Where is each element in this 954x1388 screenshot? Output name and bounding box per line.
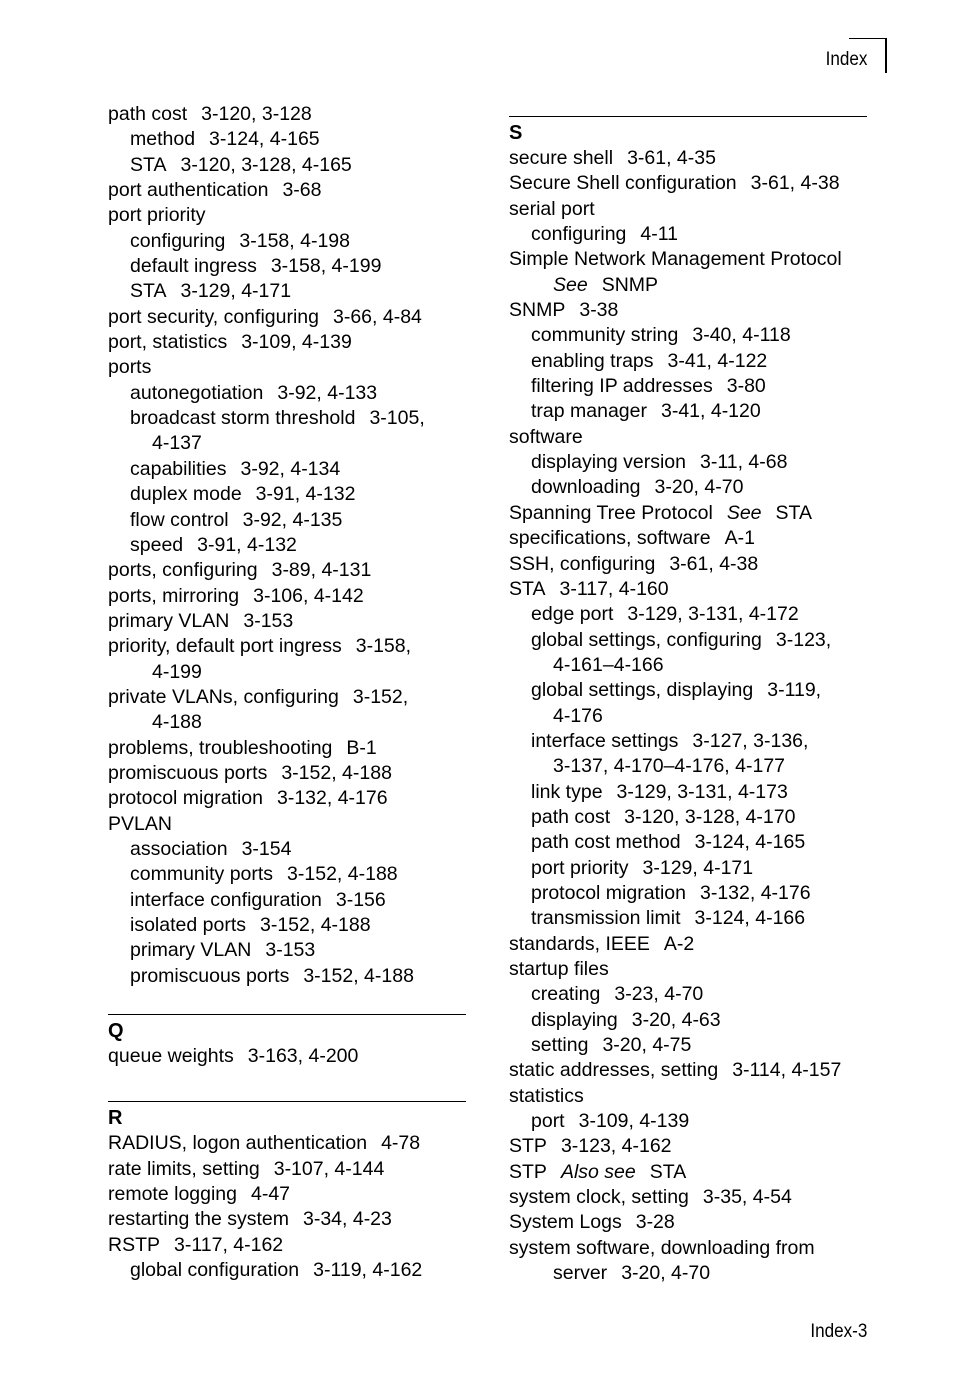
index-entry [509, 323, 867, 348]
index-entry [509, 906, 867, 931]
page-references: 3-35, 4-54 [702, 1186, 792, 1209]
page-references: 3-66, 4-84 [333, 305, 422, 328]
index-term: system clock, setting [509, 1186, 689, 1209]
index-term: statistics [509, 1084, 584, 1107]
index-term: private VLANs, configuring [108, 685, 339, 708]
index-entry [509, 501, 867, 526]
page-references: 3-129, 4-171 [642, 856, 754, 879]
index-term: PVLAN [108, 812, 172, 835]
index-entry [509, 1109, 867, 1134]
section-letter-r: R [108, 1107, 123, 1130]
index-entry [509, 146, 867, 171]
index-term: isolated ports [130, 914, 246, 936]
index-term: edge port [531, 603, 614, 626]
page-references: 3-158, 4-198 [239, 229, 350, 252]
index-entry [108, 1233, 466, 1258]
index-term: startup files [509, 958, 609, 980]
index-entry [509, 577, 867, 602]
page-references: 3-153 [243, 609, 294, 632]
index-entry [509, 171, 867, 196]
index-entry [108, 1157, 466, 1182]
index-entry [108, 1044, 466, 1069]
page-references: 3-61, 4-38 [750, 172, 840, 195]
page-references: 3-119, [767, 679, 822, 702]
index-term: association [130, 837, 228, 860]
index-term: restarting the system [108, 1208, 289, 1231]
index-entry [509, 653, 867, 678]
index-entry [509, 957, 867, 982]
page-references: 3-40, 4-118 [692, 324, 791, 347]
index-term: global settings, configuring [531, 628, 762, 651]
index-term: problems, troubleshooting [108, 736, 333, 759]
index-entry [509, 450, 867, 475]
index-entry [509, 754, 867, 779]
page-references: 3-123, 4-162 [560, 1135, 672, 1158]
index-term: RSTP [108, 1233, 161, 1256]
index-entry [108, 355, 466, 380]
section-letter-s: S [509, 122, 523, 144]
index-entry [108, 254, 466, 279]
page-references: 3-152, 4-188 [303, 964, 414, 987]
index-entry [509, 1160, 867, 1185]
index-term: trap manager [531, 400, 647, 423]
page-references: 3-158, 4-199 [270, 255, 382, 278]
page-references: 3-92, 4-134 [240, 457, 341, 480]
index-term: setting [531, 1034, 589, 1057]
index-entry [509, 1185, 867, 1210]
index-term: port security, configuring [108, 305, 319, 328]
index-term: standards, IEEE [509, 932, 650, 955]
page-references: 3-105, [369, 407, 425, 430]
page-references: 4-188 [152, 711, 202, 734]
page-references: 3-41, 4-122 [667, 349, 768, 372]
index-entry [108, 660, 466, 685]
index-entry [108, 710, 466, 735]
page-references: 3-92, 4-133 [277, 381, 378, 404]
index-entry [509, 349, 867, 374]
index-entry [509, 881, 867, 906]
index-entry [509, 932, 867, 957]
index-entry [509, 1008, 867, 1033]
index-entry [108, 736, 466, 761]
index-entry [509, 856, 867, 881]
page-references: 3-20, 4-63 [631, 1008, 721, 1031]
index-term: capabilities [130, 457, 227, 480]
index-entry [509, 425, 867, 450]
page-references: SNMP [601, 273, 659, 296]
index-term: path cost [108, 103, 188, 125]
page-references: 4-11 [640, 223, 678, 246]
index-term: software [509, 425, 583, 448]
index-entry [108, 786, 466, 811]
index-entry [509, 780, 867, 805]
index-term: ports, mirroring [108, 584, 240, 607]
index-entry [108, 457, 466, 482]
page-references: B-1 [346, 736, 377, 759]
index-entry [108, 558, 466, 583]
cross-reference-label: See [726, 501, 762, 524]
index-term: specifications, software [509, 527, 711, 550]
index-term: RADIUS, logon authentication [108, 1132, 368, 1155]
section-spacer [108, 989, 466, 1014]
index-term: remote logging [108, 1183, 237, 1206]
index-term: port, statistics [108, 331, 228, 354]
index-term: priority, default port ingress [108, 635, 342, 658]
index-entry [108, 685, 466, 710]
index-term: protocol migration [108, 787, 263, 810]
index-term: duplex mode [130, 483, 242, 506]
page-references: 3-34, 4-23 [302, 1208, 392, 1231]
index-term: port authentication [108, 179, 269, 202]
page-references: 3-120, 3-128 [201, 103, 312, 125]
index-term: filtering IP addresses [531, 375, 713, 398]
index-term: serial port [509, 197, 595, 220]
page-references: 3-20, 4-70 [654, 476, 744, 499]
index-entry [108, 102, 466, 127]
index-term: SNMP [509, 299, 566, 322]
index-entry [108, 862, 466, 887]
index-entry [509, 805, 867, 830]
index-entry [108, 812, 466, 837]
index-term: port priority [108, 204, 206, 227]
index-entry [108, 229, 466, 254]
index-term: primary VLAN [130, 939, 252, 962]
index-term: path cost [531, 805, 611, 828]
page-references: 4-161–4-166 [553, 653, 664, 676]
index-entry [509, 1134, 867, 1159]
index-entries-s [509, 146, 867, 1286]
index-entry [509, 830, 867, 855]
index-entry [509, 704, 867, 729]
page-references: 3-11, 4-68 [700, 451, 788, 474]
index-term: link type [531, 780, 603, 803]
index-term: Secure Shell configuration [509, 172, 737, 195]
index-term: interface configuration [130, 888, 322, 911]
page-references: 3-109, 4-139 [241, 331, 352, 354]
page-references: 3-80 [726, 375, 766, 398]
page-references: 3-129, 4-171 [180, 280, 292, 303]
section-letter-q: Q [108, 1020, 124, 1043]
index-term: speed [130, 533, 184, 556]
page-references: 3-68 [282, 179, 322, 202]
index-term: broadcast storm threshold [130, 407, 356, 430]
index-term: SSH, configuring [509, 552, 656, 575]
index-term: configuring [531, 223, 627, 246]
index-entry [108, 127, 466, 152]
page-references: 3-109, 4-139 [578, 1110, 690, 1133]
page-references: 3-92, 4-135 [242, 508, 343, 531]
section-rule-q [108, 1014, 466, 1015]
page-references: 4-78 [381, 1132, 421, 1155]
page-references: 3-106, 4-142 [253, 584, 364, 607]
index-entry [509, 602, 867, 627]
index-term: STA [130, 153, 167, 176]
index-term: method [130, 128, 196, 151]
index-entry [108, 381, 466, 406]
index-entry [509, 1261, 867, 1286]
page-references: 4-199 [152, 660, 202, 683]
index-entries-p [108, 102, 466, 989]
index-term: transmission limit [531, 907, 681, 930]
index-entry [108, 938, 466, 963]
index-entry [108, 837, 466, 862]
index-column-right [509, 103, 867, 1286]
index-term: STP [509, 1135, 547, 1158]
index-term: global configuration [130, 1259, 300, 1282]
index-entry [108, 888, 466, 913]
index-term: static addresses, setting [509, 1059, 719, 1082]
index-term: autonegotiation [130, 381, 264, 404]
index-entry [509, 1210, 867, 1235]
index-entry [509, 1236, 867, 1261]
index-term: displaying [531, 1008, 618, 1031]
index-term: configuring [130, 229, 226, 252]
index-term: rate limits, setting [108, 1157, 260, 1180]
page-references: 3-38 [579, 299, 619, 322]
page-references: 3-127, 3-136, [692, 729, 809, 752]
index-entry [509, 1033, 867, 1058]
index-term: global settings, displaying [531, 679, 754, 702]
index-entry [108, 609, 466, 634]
index-term: promiscuous ports [130, 964, 290, 987]
index-term: community string [531, 324, 679, 347]
index-entry [108, 203, 466, 228]
index-term: displaying version [531, 451, 687, 474]
page-references: 3-91, 4-132 [255, 483, 356, 506]
index-entry [108, 533, 466, 558]
page-references: 3-153 [265, 939, 316, 962]
page-references: STA [649, 1160, 687, 1183]
section-rule-s [509, 116, 867, 117]
index-entry [509, 247, 867, 272]
index-entry [509, 298, 867, 323]
page-references: 3-129, 3-131, 4-173 [616, 780, 788, 803]
page-references: 3-117, 4-162 [174, 1233, 284, 1256]
page-references: 3-20, 4-75 [602, 1034, 692, 1057]
page-references: 3-107, 4-144 [273, 1157, 385, 1180]
page-references: 3-152, 4-188 [281, 761, 392, 784]
index-entry [108, 1182, 466, 1207]
index-term: default ingress [130, 255, 257, 278]
index-entry [108, 634, 466, 659]
page-references: 4-137 [152, 432, 202, 455]
index-column-left [108, 102, 466, 1283]
page-references: 3-23, 4-70 [614, 983, 704, 1006]
page-references: 3-156 [335, 888, 386, 911]
index-term: community ports [130, 863, 274, 886]
index-term: flow control [130, 508, 229, 531]
index-term: system software, downloading from [509, 1236, 815, 1259]
index-term: port [531, 1110, 565, 1133]
index-entry [108, 279, 466, 304]
index-entry [108, 330, 466, 355]
page-number: Index-3 [809, 1321, 867, 1342]
index-entry [509, 982, 867, 1007]
index-term: STA [130, 280, 167, 303]
cross-reference-label: See [553, 273, 588, 296]
index-term: ports [108, 356, 152, 379]
page-references: A-2 [663, 932, 695, 955]
index-entry [108, 761, 466, 786]
index-entry [509, 1084, 867, 1109]
index-term: promiscuous ports [108, 761, 268, 784]
page-references: 3-137, 4-170–4-176, 4-177 [553, 755, 786, 778]
index-entry [108, 1258, 466, 1283]
page-references: 3-152, 4-188 [287, 863, 398, 886]
page-references: 4-47 [251, 1183, 291, 1206]
index-entry [108, 964, 466, 989]
page-references: 3-163, 4-200 [247, 1045, 359, 1068]
index-entry [108, 913, 466, 938]
page-references: 3-154 [241, 837, 292, 860]
index-entry [509, 729, 867, 754]
page-references: 3-120, 3-128, 4-165 [180, 153, 352, 176]
index-term: creating [531, 983, 601, 1006]
index-entry [509, 1058, 867, 1083]
index-entry [509, 552, 867, 577]
page-references: 4-176 [553, 704, 603, 727]
index-entry [509, 526, 867, 551]
index-term: queue weights [108, 1045, 234, 1068]
index-entry [108, 305, 466, 330]
index-entry [108, 153, 466, 178]
page-references: 3-114, 4-157 [732, 1059, 842, 1082]
page-references: 3-124, 4-165 [209, 128, 320, 151]
index-entry [108, 431, 466, 456]
page-references: 3-28 [635, 1211, 675, 1234]
page-references: 3-120, 3-128, 4-170 [624, 805, 796, 828]
index-entry [509, 222, 867, 247]
index-term: downloading [531, 476, 641, 499]
section-rule-r [108, 1101, 466, 1102]
index-term: Simple Network Management Protocol [509, 248, 842, 271]
page-references: 3-89, 4-131 [271, 559, 372, 582]
page-references: 3-123, [775, 628, 832, 651]
page-references: A-1 [724, 527, 755, 550]
index-entry [108, 482, 466, 507]
page-references: 3-61, 4-35 [627, 147, 716, 169]
index-entry [509, 678, 867, 703]
page-references: 3-20, 4-70 [621, 1262, 711, 1285]
index-entry [509, 628, 867, 653]
index-entry [108, 406, 466, 431]
page-references: 3-61, 4-38 [669, 552, 759, 575]
section-spacer [108, 1069, 466, 1094]
index-entry [108, 1131, 466, 1156]
index-term: path cost method [531, 831, 681, 854]
page-references: 3-117, 4-160 [559, 577, 669, 600]
page-references: 3-91, 4-132 [197, 533, 297, 556]
index-term: STA [509, 577, 546, 600]
index-term: STP [509, 1160, 547, 1183]
index-entries-r [108, 1131, 466, 1283]
index-entries-q [108, 1044, 466, 1069]
page-references: 3-152, [352, 685, 409, 708]
index-entry [108, 508, 466, 533]
index-term: Spanning Tree Protocol [509, 501, 713, 524]
index-entry [509, 475, 867, 500]
page-references: 3-129, 3-131, 4-172 [627, 603, 799, 626]
page-references: 3-132, 4-176 [277, 787, 388, 810]
page-references: 3-41, 4-120 [660, 400, 761, 423]
index-term: interface settings [531, 729, 679, 752]
index-term: protocol migration [531, 881, 686, 904]
running-header: Index [825, 49, 867, 70]
page-references: 3-132, 4-176 [700, 881, 811, 904]
index-term: primary VLAN [108, 609, 230, 632]
index-entry [108, 1207, 466, 1232]
index-entry [108, 584, 466, 609]
page-references: 3-119, 4-162 [313, 1259, 423, 1282]
page-references: 3-152, 4-188 [259, 914, 371, 936]
index-term: ports, configuring [108, 559, 258, 582]
index-entry [509, 374, 867, 399]
index-entry [509, 399, 867, 424]
page-references: 3-158, [355, 635, 412, 658]
index-entry [509, 197, 867, 222]
page-references: STA [775, 501, 812, 524]
index-term: server [553, 1262, 608, 1285]
index-term: port priority [531, 856, 629, 879]
index-entry [509, 273, 867, 298]
index-term: enabling traps [531, 349, 654, 372]
cross-reference-label: Also see [560, 1160, 636, 1183]
page-references: 3-124, 4-165 [694, 831, 806, 854]
page-references: 3-124, 4-166 [694, 907, 806, 930]
index-term: System Logs [509, 1211, 622, 1234]
index-entry [108, 178, 466, 203]
index-term: secure shell [509, 147, 614, 169]
